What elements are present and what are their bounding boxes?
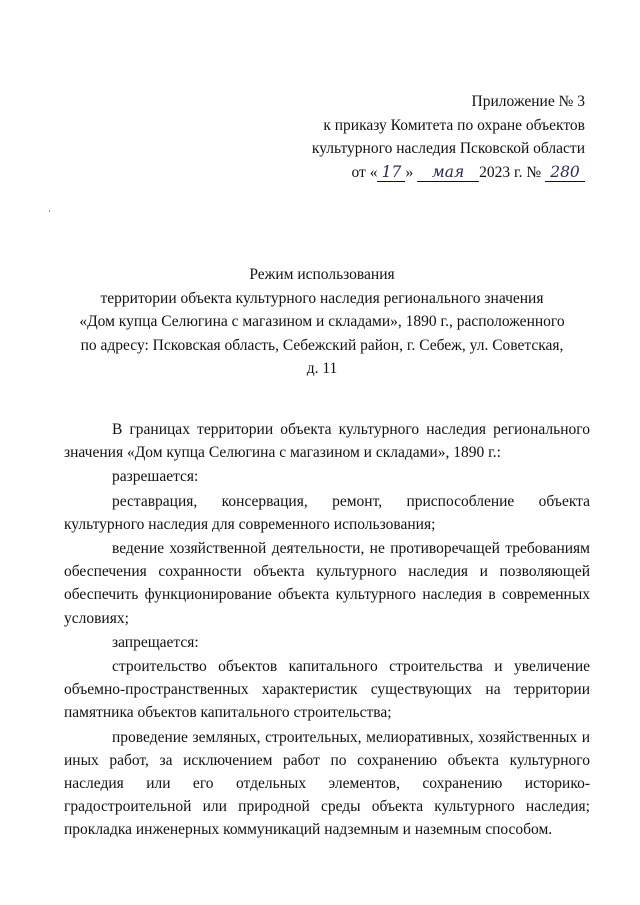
title-line-3: «Дом купца Селюгина с магазином и складами», 1890 г., расположенного (79, 313, 565, 330)
intro-paragraph: В границах территории объекта культурного наследия регионального значения «Дом купца Селюгина с магазином и складами», 1890 г.: (64, 421, 590, 462)
scan-speck (49, 210, 50, 212)
allowed-item-2: ведение хозяйственной деятельности, не противоречащей требованиям обеспечения сохранности объекта культурного наследия и позволяющей обеспечить функционирование объекта культурного наследия в современных условиях; (64, 540, 590, 627)
document-title (62, 263, 582, 381)
handwritten-month: мая (417, 164, 479, 182)
allowed-item-1: реставрация, консервация, ремонт, приспособление объекта культурного наследия для современного использования; (64, 492, 590, 533)
handwritten-day: 17 (377, 164, 405, 182)
title-line-2: территории объекта культурного наследия регионального значения (100, 289, 544, 307)
title-line-1: Режим использования (249, 266, 395, 283)
appendix-header (265, 90, 585, 184)
title-line-5: д. 11 (306, 360, 338, 377)
order-date-line (265, 161, 585, 185)
handwritten-order-number: 280 (545, 164, 585, 182)
date-prefix: от « (351, 163, 378, 181)
document-body (64, 418, 590, 843)
date-mid: » (405, 163, 414, 181)
date-year: 2023 г. № (479, 163, 542, 181)
forbidden-heading: запрещается: (112, 633, 199, 651)
title-line-4: по адресу: Псковская область, Себежский район, г. Себеж, ул. Советская, (80, 336, 564, 354)
allowed-heading: разрешается: (112, 468, 199, 486)
committee-name-line: культурного наследия Псковской области (311, 140, 585, 157)
order-reference-line: к приказу Комитета по охране объектов (323, 116, 585, 134)
forbidden-item-2: проведение земляных, строительных, мелиоративных, хозяйственных и иных работ, за исключением работ по сохранению объекта культурного наследия или его отдельных элементов, сохранению историко-градостроительной или природной среды объекта культурного наследия; прокладка инженерных коммуникаций надземным и наземным способом. (64, 728, 590, 839)
appendix-number: Приложение № 3 (471, 93, 585, 110)
forbidden-item-1: строительство объектов капитального строительства и увеличение объемно-пространственных характеристик существующих на территории памятника объектов капитального строительства; (64, 658, 590, 722)
